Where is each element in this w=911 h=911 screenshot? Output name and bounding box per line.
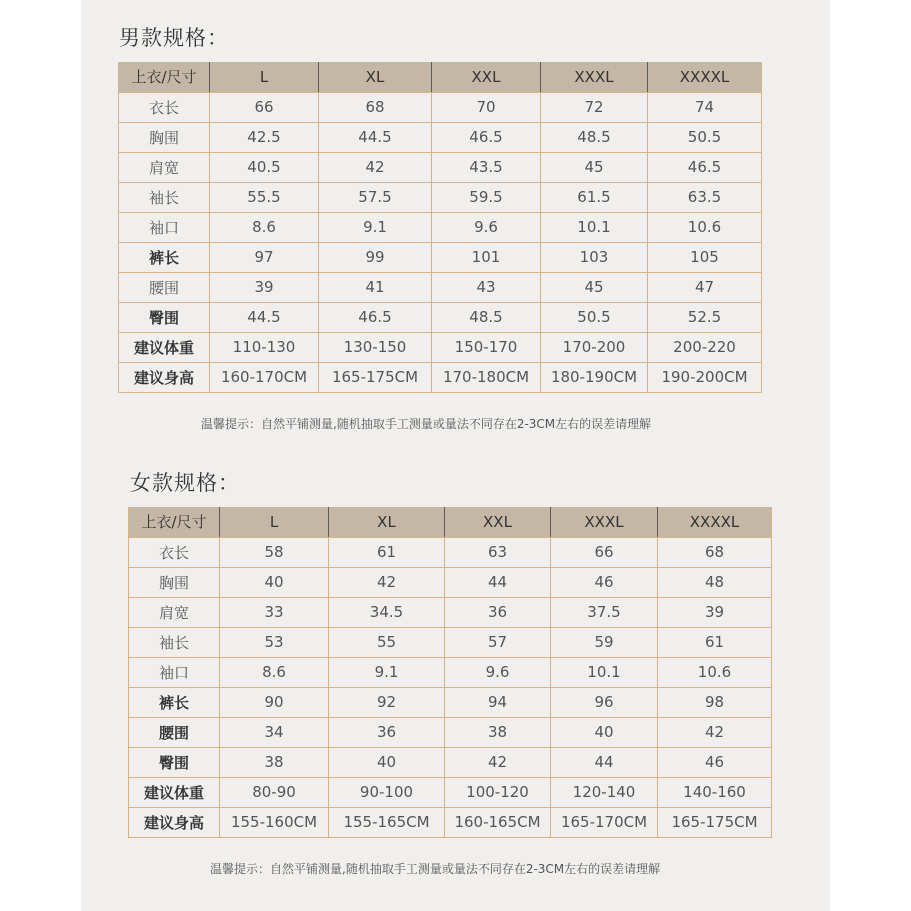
header-cell: XXXXL	[658, 507, 772, 537]
table-cell: 103	[541, 242, 648, 272]
table-cell: 61.5	[541, 182, 648, 212]
table-cell: 160-165CM	[445, 807, 551, 837]
table-row	[119, 332, 762, 362]
table-cell: 9.1	[329, 657, 445, 687]
table-cell: 34.5	[329, 597, 445, 627]
table-cell: 46	[551, 567, 658, 597]
table-cell: 110-130	[210, 332, 319, 362]
row-label: 建议体重	[119, 332, 210, 362]
table-cell: 59	[551, 627, 658, 657]
table-cell: 155-160CM	[220, 807, 329, 837]
table-row	[129, 567, 772, 597]
header-cell: XL	[329, 507, 445, 537]
row-label: 肩宽	[129, 597, 220, 627]
table-cell: 9.6	[432, 212, 541, 242]
table-cell: 101	[432, 242, 541, 272]
table-cell: 74	[648, 92, 762, 122]
table-cell: 39	[210, 272, 319, 302]
table-cell: 50.5	[541, 302, 648, 332]
header-cell: XXXXL	[648, 62, 762, 92]
table-cell: 57.5	[319, 182, 432, 212]
table-cell: 39	[658, 597, 772, 627]
row-label: 袖口	[119, 212, 210, 242]
table-row	[119, 302, 762, 332]
table-cell: 61	[658, 627, 772, 657]
table-cell: 36	[445, 597, 551, 627]
table-cell: 40	[329, 747, 445, 777]
table-cell: 46	[658, 747, 772, 777]
header-cell: L	[210, 62, 319, 92]
table-cell: 48.5	[541, 122, 648, 152]
table-cell: 33	[220, 597, 329, 627]
table-cell: 46.5	[648, 152, 762, 182]
header-cell: 上衣/尺寸	[129, 507, 220, 537]
table-row	[119, 242, 762, 272]
table-header-row	[129, 507, 772, 537]
table-cell: 170-180CM	[432, 362, 541, 392]
table-cell: 94	[445, 687, 551, 717]
table-cell: 10.6	[658, 657, 772, 687]
row-label: 建议体重	[129, 777, 220, 807]
table-cell: 105	[648, 242, 762, 272]
table-cell: 68	[658, 537, 772, 567]
table-cell: 42.5	[210, 122, 319, 152]
row-label: 臀围	[119, 302, 210, 332]
table-cell: 155-165CM	[329, 807, 445, 837]
table-cell: 59.5	[432, 182, 541, 212]
table-row	[129, 717, 772, 747]
table-cell: 63.5	[648, 182, 762, 212]
table-cell: 44	[551, 747, 658, 777]
row-label: 裤长	[119, 242, 210, 272]
table-cell: 47	[648, 272, 762, 302]
table-cell: 9.1	[319, 212, 432, 242]
table-cell: 42	[329, 567, 445, 597]
row-label: 臀围	[129, 747, 220, 777]
row-label: 胸围	[119, 122, 210, 152]
men-note: 温馨提示：自然平铺测量,随机抽取手工测量或量法不同存在2-3CM左右的误差请理解	[201, 417, 652, 431]
table-row	[129, 747, 772, 777]
row-label: 建议身高	[119, 362, 210, 392]
table-cell: 52.5	[648, 302, 762, 332]
table-cell: 48.5	[432, 302, 541, 332]
men-section-title: 男款规格：	[119, 26, 229, 50]
header-cell: XXXL	[551, 507, 658, 537]
table-cell: 42	[319, 152, 432, 182]
table-cell: 8.6	[220, 657, 329, 687]
table-row	[129, 777, 772, 807]
table-cell: 160-170CM	[210, 362, 319, 392]
table-cell: 44	[445, 567, 551, 597]
table-cell: 90	[220, 687, 329, 717]
table-row	[119, 152, 762, 182]
table-cell: 44.5	[210, 302, 319, 332]
table-cell: 43.5	[432, 152, 541, 182]
header-cell: XL	[319, 62, 432, 92]
table-cell: 80-90	[220, 777, 329, 807]
header-cell: XXL	[445, 507, 551, 537]
table-row	[119, 362, 762, 392]
row-label: 肩宽	[119, 152, 210, 182]
table-cell: 10.6	[648, 212, 762, 242]
table-cell: 43	[432, 272, 541, 302]
table-cell: 66	[551, 537, 658, 567]
table-header-row	[119, 62, 762, 92]
table-cell: 34	[220, 717, 329, 747]
table-cell: 165-170CM	[551, 807, 658, 837]
table-cell: 46.5	[319, 302, 432, 332]
table-cell: 38	[445, 717, 551, 747]
row-label: 衣长	[119, 92, 210, 122]
row-label: 腰围	[119, 272, 210, 302]
table-row	[119, 122, 762, 152]
table-cell: 42	[445, 747, 551, 777]
header-cell: XXL	[432, 62, 541, 92]
table-cell: 63	[445, 537, 551, 567]
table-cell: 140-160	[658, 777, 772, 807]
table-cell: 150-170	[432, 332, 541, 362]
table-cell: 170-200	[541, 332, 648, 362]
men-size-table	[118, 62, 762, 393]
table-cell: 40	[220, 567, 329, 597]
table-cell: 9.6	[445, 657, 551, 687]
table-cell: 130-150	[319, 332, 432, 362]
table-cell: 37.5	[551, 597, 658, 627]
table-cell: 57	[445, 627, 551, 657]
table-cell: 200-220	[648, 332, 762, 362]
table-row	[119, 212, 762, 242]
table-row	[119, 92, 762, 122]
table-cell: 41	[319, 272, 432, 302]
table-cell: 92	[329, 687, 445, 717]
table-row	[129, 537, 772, 567]
table-cell: 70	[432, 92, 541, 122]
table-row	[129, 627, 772, 657]
table-cell: 97	[210, 242, 319, 272]
row-label: 袖长	[129, 627, 220, 657]
header-cell: L	[220, 507, 329, 537]
table-cell: 96	[551, 687, 658, 717]
table-row	[129, 597, 772, 627]
row-label: 衣长	[129, 537, 220, 567]
women-size-table	[128, 507, 772, 838]
table-cell: 53	[220, 627, 329, 657]
table-cell: 55.5	[210, 182, 319, 212]
table-cell: 8.6	[210, 212, 319, 242]
table-cell: 42	[658, 717, 772, 747]
size-chart-panel	[81, 0, 830, 911]
table-cell: 40	[551, 717, 658, 747]
table-cell: 50.5	[648, 122, 762, 152]
table-cell: 55	[329, 627, 445, 657]
header-cell: XXXL	[541, 62, 648, 92]
table-row	[129, 807, 772, 837]
table-cell: 120-140	[551, 777, 658, 807]
women-note: 温馨提示：自然平铺测量,随机抽取手工测量或量法不同存在2-3CM左右的误差请理解	[210, 862, 661, 876]
header-cell: 上衣/尺寸	[119, 62, 210, 92]
table-cell: 10.1	[541, 212, 648, 242]
row-label: 裤长	[129, 687, 220, 717]
table-row	[129, 687, 772, 717]
table-cell: 45	[541, 272, 648, 302]
table-cell: 190-200CM	[648, 362, 762, 392]
table-cell: 180-190CM	[541, 362, 648, 392]
table-cell: 58	[220, 537, 329, 567]
table-cell: 165-175CM	[319, 362, 432, 392]
table-cell: 165-175CM	[658, 807, 772, 837]
table-row	[119, 182, 762, 212]
row-label: 袖长	[119, 182, 210, 212]
table-row	[129, 657, 772, 687]
row-label: 腰围	[129, 717, 220, 747]
table-cell: 99	[319, 242, 432, 272]
table-cell: 61	[329, 537, 445, 567]
table-cell: 100-120	[445, 777, 551, 807]
table-cell: 40.5	[210, 152, 319, 182]
table-cell: 66	[210, 92, 319, 122]
row-label: 胸围	[129, 567, 220, 597]
table-cell: 68	[319, 92, 432, 122]
table-row	[119, 272, 762, 302]
table-cell: 48	[658, 567, 772, 597]
table-cell: 45	[541, 152, 648, 182]
table-cell: 46.5	[432, 122, 541, 152]
women-section-title: 女款规格：	[130, 471, 240, 495]
table-cell: 72	[541, 92, 648, 122]
table-cell: 44.5	[319, 122, 432, 152]
row-label: 建议身高	[129, 807, 220, 837]
row-label: 袖口	[129, 657, 220, 687]
table-cell: 90-100	[329, 777, 445, 807]
table-cell: 10.1	[551, 657, 658, 687]
table-cell: 98	[658, 687, 772, 717]
table-cell: 38	[220, 747, 329, 777]
table-cell: 36	[329, 717, 445, 747]
